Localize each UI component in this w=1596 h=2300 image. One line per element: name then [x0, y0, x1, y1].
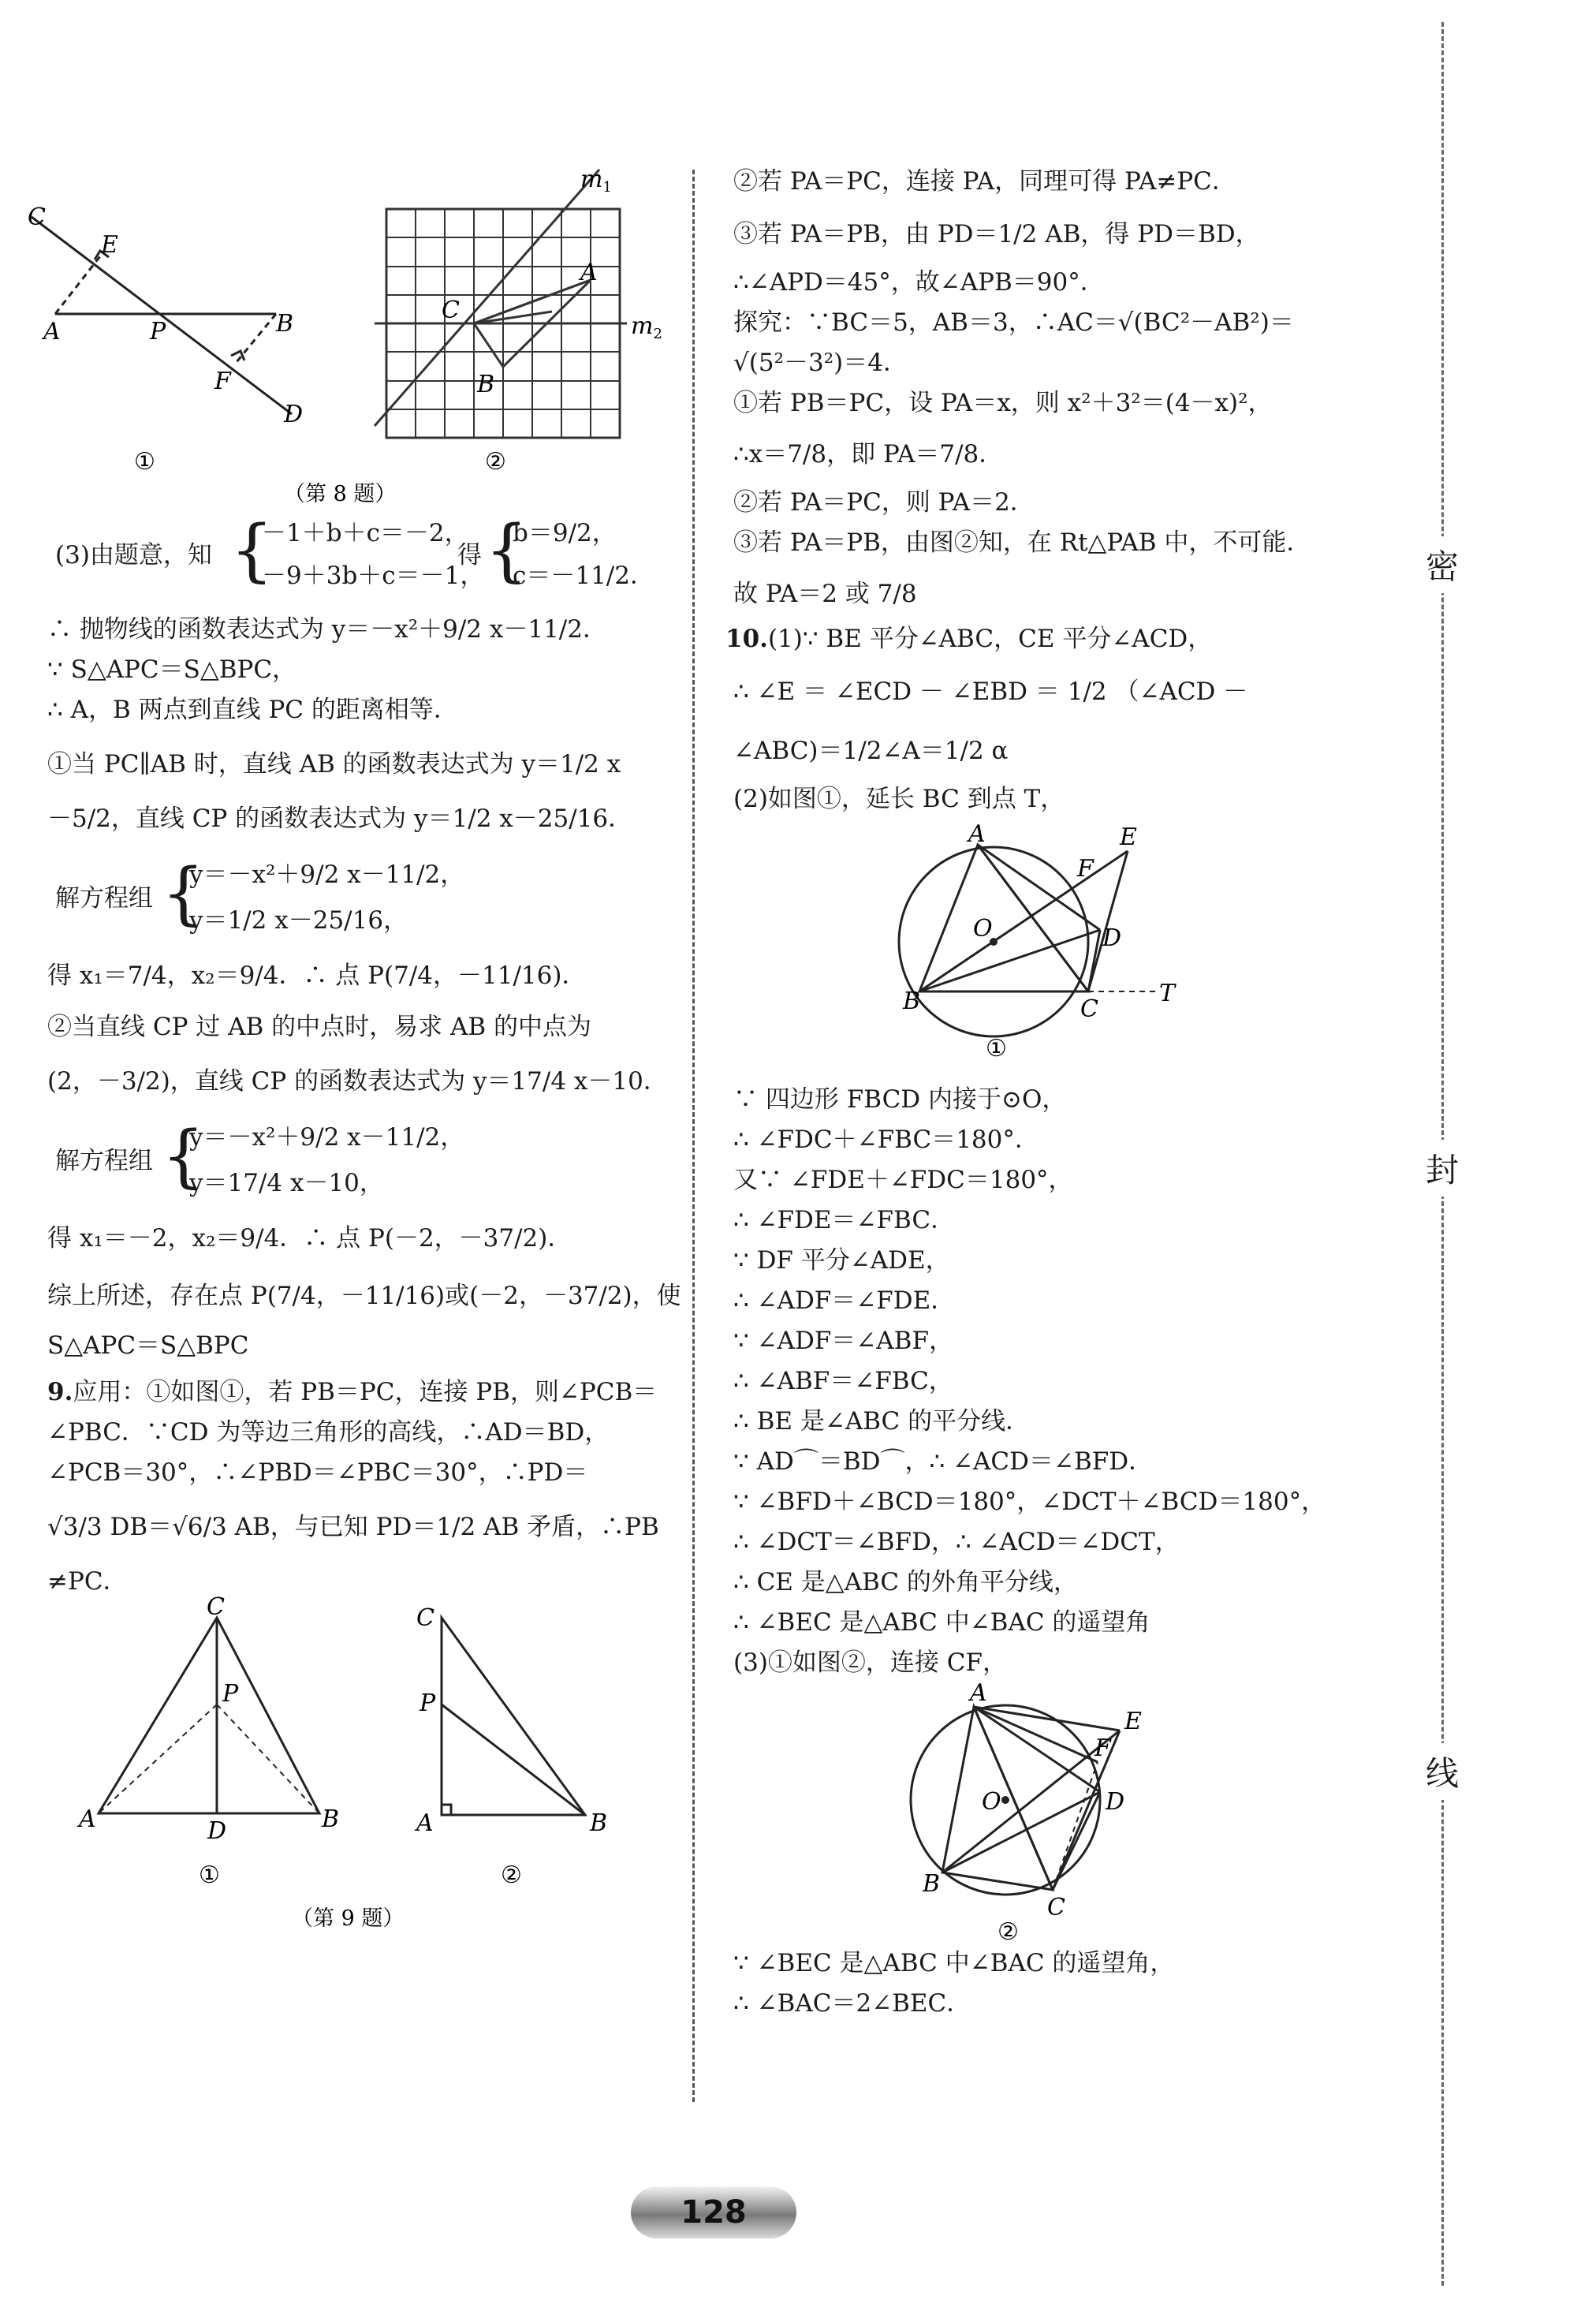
- line-q9-3: ∠PCB＝30°，∴∠PBD＝∠PBC＝30°，∴PD＝: [47, 1458, 588, 1487]
- label-F: F: [214, 368, 231, 395]
- line-case1-result: 得 x₁＝7/4，x₂＝9/4．∴ 点 P(7/4，－11/16)．: [47, 961, 587, 990]
- system-case1: 解方程组 { y＝－x²＋9/2 x－11/2， y＝1/2 x－25/16，: [47, 850, 670, 945]
- system-3: (3)由题意，知 { －1＋b＋c＝－2， －9＋3b＋c＝－1， 得 { b＝9/2， c＝－11/2．: [47, 507, 670, 602]
- figure-10-2-number: ②: [998, 1918, 1019, 1946]
- line-r17: 又∵ ∠FDE＋∠FDC＝180°，: [733, 1166, 1073, 1194]
- column-separator: [692, 170, 695, 2102]
- figure-9-1-number: ①: [199, 1861, 220, 1889]
- label-9b-C: C: [416, 1604, 434, 1632]
- label-9b-B: B: [590, 1809, 608, 1837]
- line-part3-intro: (3)由题意，知: [55, 541, 212, 569]
- label-10-F: F: [1077, 855, 1094, 883]
- line-r16: ∴ ∠FDC＋∠FBC＝180°．: [733, 1126, 1039, 1154]
- line-case1: ①当 PC∥AB 时，直线 AB 的函数表达式为 y＝1/2 x: [47, 750, 621, 778]
- line-distance: ∴ A，B 两点到直线 PC 的距离相等．: [47, 696, 458, 724]
- eq-part3-2: －9＋3b＋c＝－1，: [262, 562, 485, 590]
- line-case1-cp: －5/2，直线 CP 的函数表达式为 y＝1/2 x－25/16．: [47, 805, 633, 833]
- label-10-T: T: [1159, 980, 1176, 1007]
- line-r28: ∴ ∠BEC 是△ABC 中∠BAC 的遥望角: [733, 1608, 1150, 1637]
- line-r27: ∴ CE 是△ABC 的外角平分线，: [733, 1568, 1078, 1596]
- line-r7: ∴x＝7/8，即 PA＝7/8．: [733, 440, 1004, 469]
- label-m1: $m_1$: [580, 166, 612, 196]
- figure-8-1-number: ①: [134, 448, 155, 476]
- label-10-C: C: [1080, 995, 1098, 1023]
- eq-case2-1: y＝－x²＋9/2 x－11/2，: [189, 1123, 465, 1152]
- side-mark-mi: 密: [1426, 536, 1459, 593]
- label-10-E: E: [1120, 823, 1137, 851]
- line-r12: ∴ ∠E ＝ ∠ECD － ∠EBD ＝ 1/2 （∠ACD －: [733, 678, 1248, 706]
- label-10b-F: F: [1094, 1734, 1111, 1762]
- line-r4: 探究：∵BC＝5，AB＝3，∴AC＝√(BC²－AB²)＝: [733, 308, 1294, 337]
- right-column: [725, 162, 1364, 2024]
- text-get: 得: [457, 541, 482, 569]
- side-mark-feng: 封: [1426, 1140, 1459, 1197]
- figure-8: [28, 154, 670, 506]
- line-r10: 故 PA＝2 或 7/8: [733, 580, 917, 608]
- line-r2: ③若 PA＝PB，由 PD＝1/2 AB，得 PD＝BD，: [733, 220, 1260, 248]
- label-9-C: C: [207, 1593, 225, 1621]
- line-r18: ∴ ∠FDE＝∠FBC．: [733, 1206, 956, 1234]
- line-area-eq: ∵ S△APC＝S△BPC，: [47, 655, 297, 684]
- line-r20: ∴ ∠ADF＝∠FDE．: [733, 1286, 956, 1315]
- figure-9-2-number: ②: [501, 1861, 522, 1889]
- label-10b-C: C: [1047, 1894, 1065, 1921]
- line-r24: ∵ AD⌒＝BD⌒，∴ ∠ACD＝∠BFD．: [733, 1447, 1154, 1476]
- line-r26: ∴ ∠DCT＝∠BFD，∴ ∠ACD＝∠DCT，: [733, 1528, 1180, 1556]
- figure-9-1: [99, 1618, 319, 1813]
- line-r19: ∵ DF 平分∠ADE，: [733, 1246, 950, 1275]
- label-m2: $m_2$: [631, 312, 662, 342]
- line-case2-result: 得 x₁＝－2，x₂＝9/4．∴ 点 P(－2，－37/2)．: [47, 1224, 572, 1253]
- line-r25: ∵ ∠BFD＋∠BCD＝180°，∠DCT＋∠BCD＝180°，: [733, 1488, 1326, 1516]
- label-D: D: [284, 401, 304, 428]
- line-r22: ∴ ∠ABF＝∠FBC，: [733, 1367, 953, 1395]
- figure-8-caption: （第 8 题）: [284, 482, 397, 506]
- line-q9-4: √3/3 DB＝√6/3 AB，与已知 PD＝1/2 AB 矛盾，∴PB: [47, 1513, 659, 1541]
- label-9b-P: P: [420, 1690, 436, 1717]
- label-9-P: P: [222, 1680, 239, 1708]
- label-9-B: B: [322, 1805, 340, 1833]
- line-q9-5: ≠PC．: [47, 1567, 128, 1596]
- line-case2: ②当直线 CP 过 AB 的中点时，易求 AB 的中点为: [47, 1013, 592, 1041]
- line-r21: ∵ ∠ADF＝∠ABF，: [733, 1327, 953, 1355]
- eq-case2-2: y＝17/4 x－10，: [189, 1169, 384, 1197]
- line-summary: 综上所述，存在点 P(7/4，－11/16)或(－2，－37/2)，使: [47, 1282, 681, 1310]
- label-9-A: A: [79, 1805, 96, 1833]
- eq-case1-2: y＝1/2 x－25/16，: [189, 906, 408, 935]
- figure-10-2: [733, 1679, 1364, 1946]
- line-r29: (3)①如图②，连接 CF，: [733, 1648, 1007, 1677]
- label-solve-1: 解方程组: [55, 884, 153, 913]
- label-10b-O: O: [982, 1788, 1001, 1816]
- line-r31: ∴ ∠BAC＝2∠BEC．: [733, 1989, 971, 2018]
- line-r15: ∵ 四边形 FBCD 内接于⊙O，: [733, 1085, 1067, 1114]
- label-10-A: A: [968, 820, 986, 848]
- label-C2: C: [442, 297, 460, 324]
- label-10-D: D: [1102, 924, 1122, 952]
- line-r23: ∴ BE 是∠ABC 的平分线．: [733, 1407, 1031, 1436]
- figure-9-2: [442, 1618, 585, 1815]
- line-q9-2: ∠PBC．∵CD 为等边三角形的高线，∴AD＝BD，: [47, 1418, 610, 1447]
- system-case2: 解方程组 { y＝－x²＋9/2 x－11/2， y＝17/4 x－10，: [47, 1113, 670, 1208]
- line-summary-area: S△APC＝S△BPC: [47, 1331, 249, 1360]
- line-r3: ∴∠APD＝45°，故∠APB＝90°．: [733, 268, 1105, 297]
- center-O2: [1001, 1796, 1009, 1804]
- label-B: B: [276, 310, 294, 338]
- line-r1: ②若 PA＝PC，连接 PA，同理可得 PA≠PC．: [733, 167, 1236, 196]
- figure-8-2-number: ②: [485, 448, 506, 476]
- label-C: C: [28, 203, 46, 231]
- eq-case1-1: y＝－x²＋9/2 x－11/2，: [189, 861, 465, 889]
- figure-10-1: [733, 820, 1364, 1080]
- line-r5: √(5²－3²)＝4．: [733, 349, 908, 377]
- label-10b-D: D: [1106, 1788, 1125, 1816]
- label-10b-B: B: [923, 1870, 941, 1898]
- label-9-D: D: [207, 1817, 227, 1845]
- label-A2: A: [580, 259, 598, 286]
- label-10-B: B: [903, 988, 921, 1015]
- line-q10-1: 10.(1)∵ BE 平分∠ABC，CE 平分∠ACD，: [725, 625, 1213, 653]
- line-r14: (2)如图①，延长 BC 到点 T，: [733, 785, 1065, 813]
- figure-8-1: [32, 217, 292, 414]
- label-10b-A: A: [970, 1679, 987, 1707]
- figure-9: [47, 1593, 670, 1933]
- label-10-O: O: [973, 915, 993, 943]
- label-9b-A: A: [416, 1809, 434, 1837]
- label-B2: B: [477, 371, 495, 398]
- left-column: [28, 154, 681, 1933]
- label-P: P: [150, 318, 166, 345]
- line-parabola: ∴ 抛物线的函数表达式为 y＝－x²＋9/2 x－11/2．: [47, 615, 607, 644]
- label-solve-2: 解方程组: [55, 1147, 153, 1175]
- question-9-number: 9.: [47, 1378, 73, 1406]
- side-mark-xian: 线: [1426, 1743, 1459, 1800]
- label-10b-E: E: [1124, 1708, 1142, 1735]
- question-10-number: 10.: [725, 625, 768, 653]
- line-r30: ∵ ∠BEC 是△ABC 中∠BAC 的遥望角，: [733, 1949, 1175, 1977]
- line-r9: ③若 PA＝PB，由图②知，在 Rt△PAB 中，不可能．: [733, 528, 1311, 557]
- line-r6: ①若 PB＝PC，设 PA＝x，则 x²＋3²＝(4－x)²，: [733, 389, 1273, 417]
- eq-part3-1: －1＋b＋c＝－2，: [262, 519, 469, 547]
- figure-10-1-number: ①: [986, 1035, 1007, 1062]
- line-q9-1: 9.应用：①如图①，若 PB＝PC，连接 PB，则∠PCB＝: [47, 1378, 658, 1406]
- page-number: 128: [681, 2194, 747, 2231]
- line-case2-cp: (2，－3/2)，直线 CP 的函数表达式为 y＝17/4 x－10．: [47, 1067, 668, 1096]
- line-r8: ②若 PA＝PC，则 PA＝2．: [733, 488, 1035, 517]
- result-c: c＝－11/2．: [513, 562, 654, 590]
- result-b: b＝9/2，: [513, 519, 617, 547]
- figure-9-caption: （第 9 题）: [292, 1906, 405, 1931]
- figure-8-2: [375, 170, 627, 438]
- line-r13: ∠ABC)＝1/2∠A＝1/2 α: [733, 737, 1009, 765]
- label-A: A: [43, 318, 61, 345]
- label-E: E: [101, 231, 118, 259]
